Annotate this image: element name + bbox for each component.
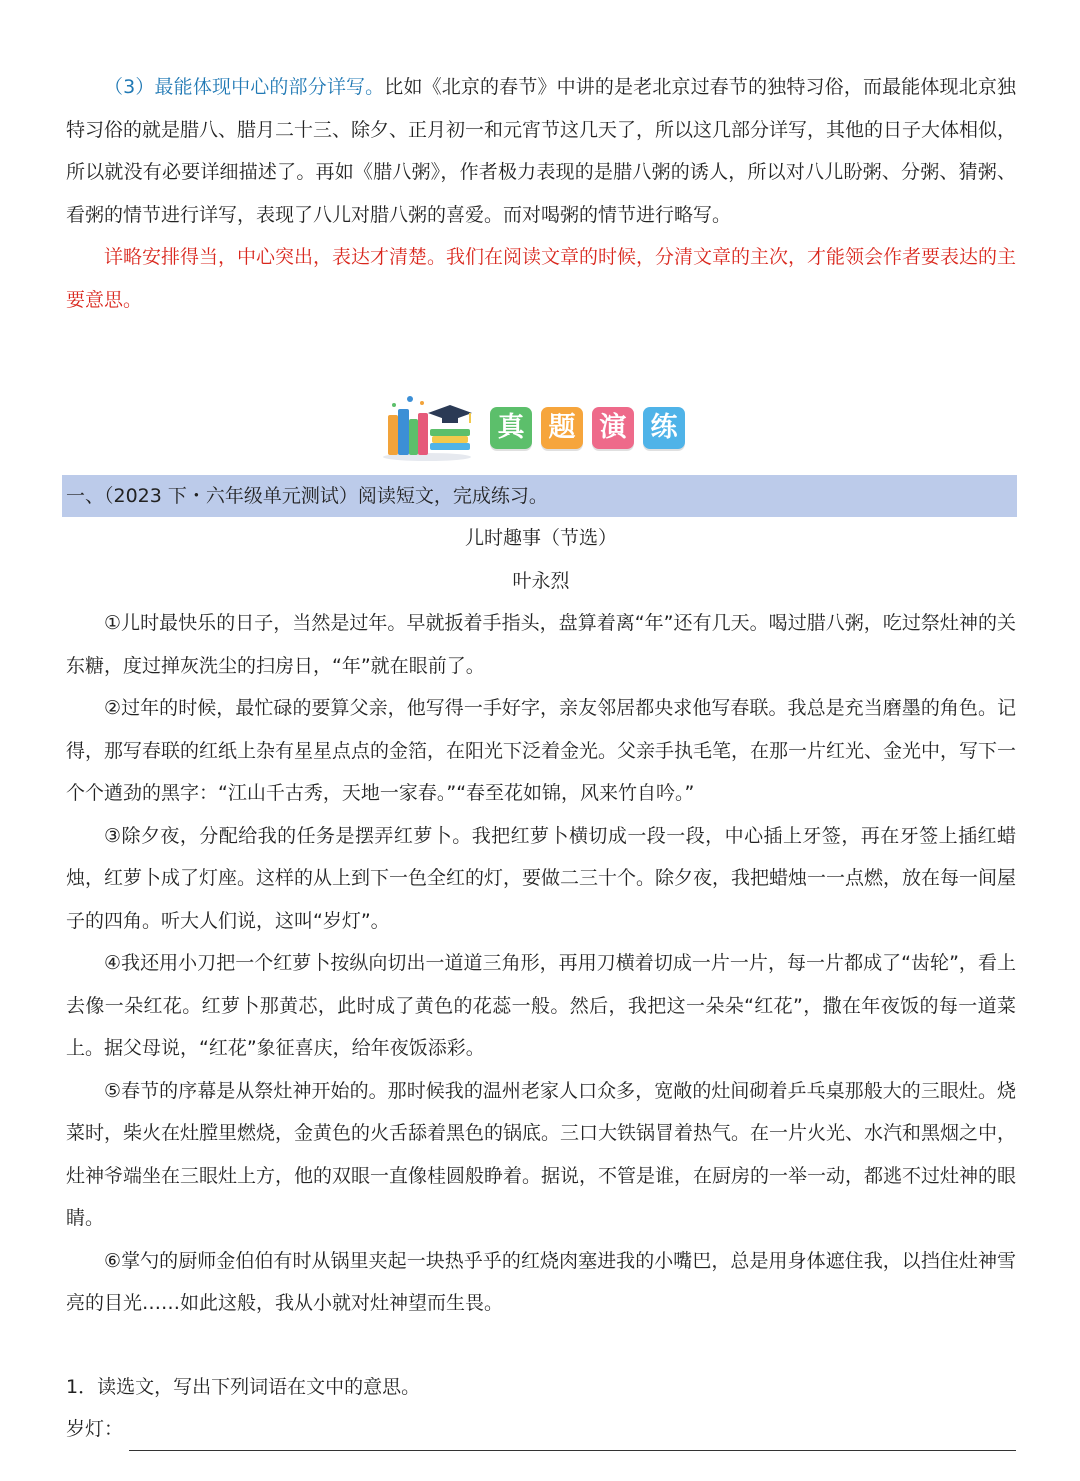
point3-paragraph (66, 66, 1016, 236)
banner-char-zhen: 真 (490, 407, 532, 449)
story-author: 叶永烈 (512, 569, 570, 592)
story-paragraph-2: ②过年的时候，最忙碌的要算父亲，他写得一手好字，亲友邻居都央求他写春联。我总是充当磨墨的角色。记得，那写春联的红纸上杂有星星点点的金箔，在阳光下泛着金光。父亲手执毛笔，在那一片红光、金光中，写下一个个遒劲的黑字：“江山千古秀，天地一家春。”“春至花如锦，风来竹自吟。” (66, 697, 1017, 804)
story-paragraph-4: ④我还用小刀把一个红萝卜按纵向切出一道道三角形，再用刀横着切成一片一片，每一片都成了“齿轮”，看上去像一朵红花。红萝卜那黄芯，此时成了黄色的花蕊一般。然后，我把这一朵朵“红花”，撒在年夜饭的每一道菜上。据父母说，“红花”象征喜庆，给年夜饭添彩。 (66, 952, 1016, 1059)
question-section (66, 1366, 1016, 1451)
section-heading: 一、（2023 下・六年级单元测试）阅读短文，完成练习。 (66, 485, 548, 507)
term-label: 岁灯： (66, 1418, 124, 1440)
story-paragraph-3: ③除夕夜，分配给我的任务是摆弄红萝卜。我把红萝卜横切成一段一段，中心插上牙签，再在牙签上插红蜡烛，红萝卜成了灯座。这样的从上到下一色全红的灯，要做二三十个。除夕夜，我把蜡烛一一点燃，放在每一间屋子的四角。听大人们说，这叫“岁灯”。 (66, 824, 1017, 932)
story-paragraph-6: ⑥掌勺的厨师金伯伯有时从锅里夹起一块热乎乎的红烧肉塞进我的小嘴巴，总是用身体遮住我，以挡住灶神雪亮的目光……如此这般，我从小就对灶神望而生畏。 (66, 1249, 1016, 1314)
section-heading-bar (62, 475, 1017, 517)
story-paragraph-5: ⑤春节的序幕是从祭灶神开始的。那时候我的温州老家人口众多，宽敞的灶间砌着乒乓桌那般大的三眼灶。烧菜时，柴火在灶膛里燃烧，金黄色的火舌舔着黑色的锅底。三口大铁锅冒着热气。在一片火光、水汽和黑烟之中，灶神爷端坐在三眼灶上方，他的双眼一直像桂圆般睁着。据说，不管是谁，在厨房的一举一动，都逃不过灶神的眼睛。 (66, 1079, 1017, 1229)
point3-body: 比如《北京的春节》中讲的是老北京过春节的独特习俗，而最能体现北京独特习俗的就是腊八、腊月二十三、除夕、正月初一和元宵节这几天了，所以这几部分详写，其他的日子大体相似，所以就没有必要详细描述了。再如《腊八粥》，作者极力表现的是腊八粥的诱人，所以对八儿盼粥、分粥、猜粥、看粥的情节进行详写，表现了八儿对腊八粥的喜爱。而对喝粥的情节进行略写。 (66, 76, 1017, 226)
story-title-block (66, 517, 1016, 602)
banner-char-lian: 练 (643, 407, 685, 449)
story-paragraph-1: ①儿时最快乐的日子，当然是过年。早就扳着手指头，盘算着离“年”还有几天。喝过腊八粥，吃过祭灶神的关东糖，度过掸灰洗尘的扫房日，“年”就在眼前了。 (66, 612, 1016, 677)
question-1: 1．读选文，写出下列词语在文中的意思。 (66, 1376, 421, 1398)
summary-red: 详略安排得当，中心突出，表达才清楚。我们在阅读文章的时候，分清文章的主次，才能领会作者要表达的主要意思。 (66, 246, 1017, 311)
story-body (66, 602, 1016, 1325)
story-title: 儿时趣事（节选） (464, 527, 617, 549)
intro-section (66, 66, 1016, 321)
practice-banner (380, 393, 690, 463)
answer-line-suideng (66, 1409, 1016, 1451)
banner-char-ti: 题 (541, 407, 583, 449)
books-graduation-cap-icon (380, 393, 475, 463)
banner-char-yan: 演 (592, 407, 634, 449)
point3-heading: （3）最能体现中心的部分详写。 (104, 76, 385, 98)
answer-blank[interactable] (129, 1422, 1016, 1451)
